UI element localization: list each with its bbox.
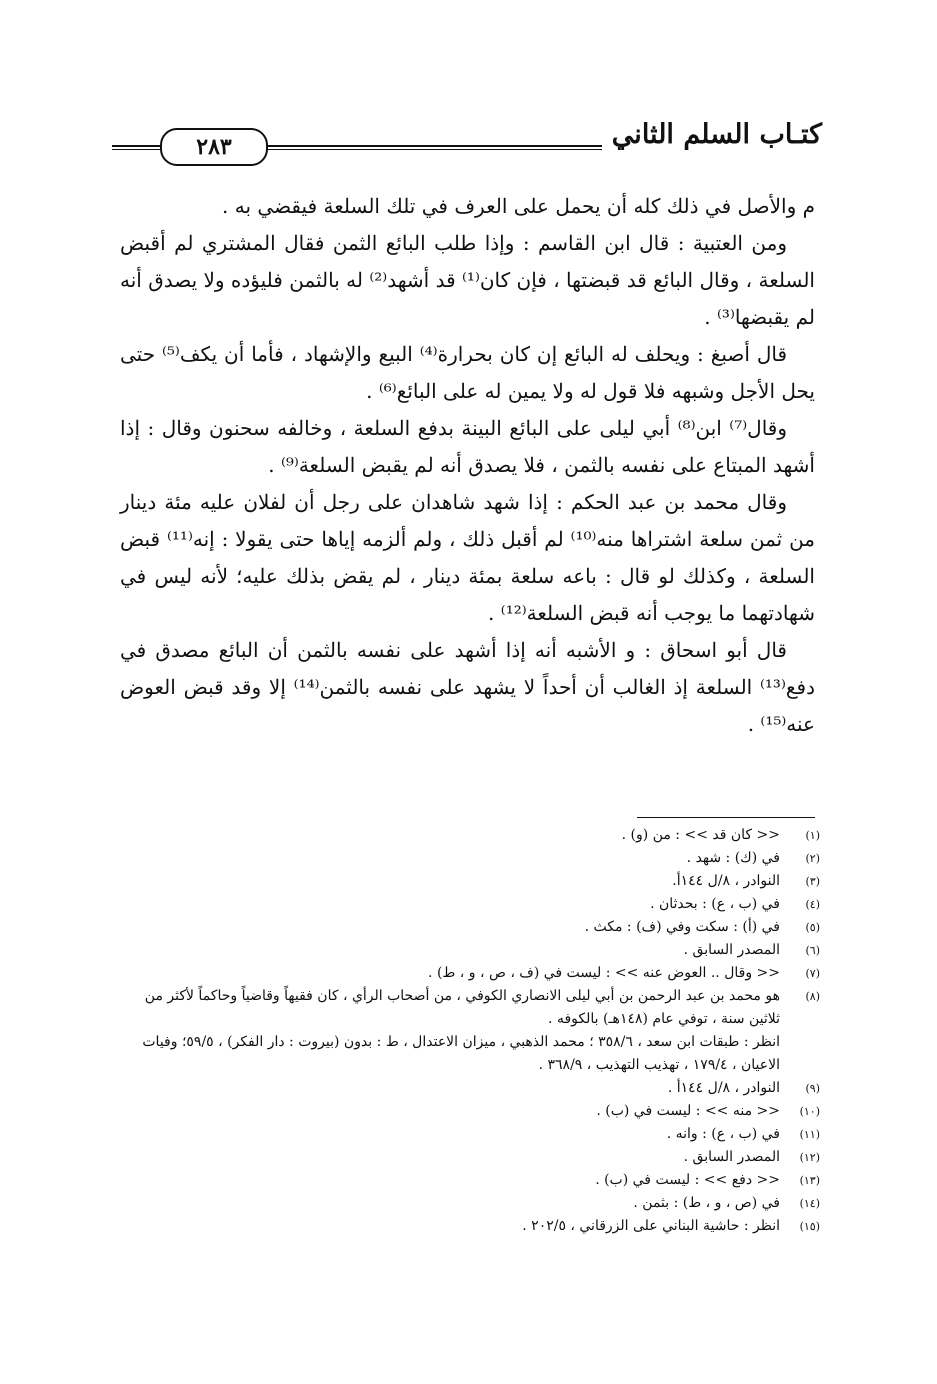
- footnote-text: في (ب ، ع) : وانه .: [666, 1126, 780, 1142]
- paragraph: م والأصل في ذلك كله أن يحمل على العرف في تلك السلعة فيقضي به .: [222, 194, 815, 218]
- footnote: [120, 847, 820, 870]
- footnote-number: (٤): [805, 898, 820, 911]
- footnote: [120, 1169, 820, 1192]
- footnote-text: في (ك) : شهد .: [686, 850, 780, 866]
- footnote-text: في (ب ، ع) : بحدثان .: [650, 896, 780, 912]
- footnote-separator: [637, 817, 815, 818]
- footnote-number: (١٣): [799, 1174, 820, 1187]
- paragraph: قال أصبغ : ويحلف له البائع إن كان بحرارة⁽⁴⁾ البيع والإشهاد ، فأما أن يكف⁽⁵⁾ حتى يحل الأجل وشبهه فلا قول له ولا يمين له على البائع⁽⁶⁾ .: [120, 342, 815, 403]
- footnote-number: (٦): [805, 944, 820, 957]
- footnote-number: (١٥): [799, 1220, 820, 1233]
- footnote: [120, 1146, 820, 1169]
- footnote-number: (٩): [805, 1082, 820, 1095]
- footnote-text: النوادر ، ٨/ل ١٤٤أ.: [672, 873, 780, 889]
- footnote-number: (١٠): [799, 1105, 820, 1118]
- footnote-text: << وقال .. العوض عنه >> : ليست في (ف ، ص ، و ، ط) .: [428, 965, 780, 981]
- footnote: [120, 1077, 820, 1100]
- paragraph: قال أبو اسحاق : و الأشبه أنه إذا أشهد على نفسه بالثمن أن البائع مصدق في دفع⁽¹³⁾ السلعة إذ الغالب أن أحداً لا يشهد على نفسه بالثمن⁽¹⁴⁾ إلا وقد قبض العوض عنه⁽¹⁵⁾ .: [120, 638, 815, 736]
- footnote-number: (٧): [805, 967, 820, 980]
- footnote-number: (١٢): [799, 1151, 820, 1164]
- paragraph: وقال⁽⁷⁾ ابن⁽⁸⁾ أبي ليلى على البائع البينة بدفع السلعة ، وخالفه سحنون وقال : إذا أشهد المبتاع على نفسه بالثمن ، فلا يصدق أنه لم يقبض السلعة⁽⁹⁾ .: [120, 416, 815, 477]
- paragraph: وقال محمد بن عبد الحكم : إذا شهد شاهدان على رجل أن لفلان عليه مئة دينار من ثمن سلعة اشتراها منه⁽¹⁰⁾ لم أقبل ذلك ، ولم ألزمه إياها حتى يقولا : إنه⁽¹¹⁾ قبض السلعة ، وكذلك لو قال : باعه سلعة بمئة دينار ، لم يقض بذلك عليه؛ لأنه ليس في شهادتهما ما يوجب أنه قبض السلعة⁽¹²⁾ .: [120, 490, 816, 625]
- footnote-text: في (أ) : سكت وفي (ف) : مكث .: [584, 919, 780, 935]
- footnote-text: << منه >> : ليست في (ب) .: [596, 1103, 780, 1119]
- footnote-number: (١١): [799, 1128, 820, 1141]
- footnote-number: (٣): [805, 875, 820, 888]
- book-title: كتـاب السلم الثاني: [602, 118, 822, 152]
- footnote-number: (٢): [805, 852, 820, 865]
- main-text: [120, 188, 815, 743]
- footnote: [120, 939, 820, 962]
- footnote-number: (٥): [805, 921, 820, 934]
- footnotes: [120, 824, 820, 1238]
- paragraph: ومن العتبية : قال ابن القاسم : وإذا طلب البائع الثمن فقال المشتري لم أقبض السلعة ، وقال البائع قد قبضتها ، فإن كان⁽¹⁾ قد أشهد⁽²⁾ له بالثمن فليؤده ولا يصدق أنه لم يقبضها⁽³⁾ .: [120, 231, 815, 329]
- footnote-text: النوادر ، ٨/ل ١٤٤أ .: [667, 1080, 780, 1096]
- footnote-text: << دفع >> : ليست في (ب) .: [595, 1172, 780, 1188]
- footnote: [120, 870, 820, 893]
- footnote-text: انظر : حاشية البناني على الزرقاني ، ٢٠٢/٥ .: [522, 1218, 780, 1234]
- footnote-number: (٨): [805, 990, 820, 1003]
- footnote-number: (١٤): [799, 1197, 820, 1210]
- footnote-text: في (ص ، و ، ط) : بثمن .: [633, 1195, 780, 1211]
- page-number: ٢٨٣: [160, 128, 268, 166]
- page-header: [112, 118, 822, 166]
- footnote: [120, 1192, 820, 1215]
- footnote-text: المصدر السابق .: [683, 1149, 780, 1165]
- footnote: [120, 824, 820, 847]
- footnote: [120, 916, 820, 939]
- footnote: [120, 1215, 820, 1238]
- footnote-number: (١): [805, 829, 820, 842]
- footnote: [120, 1100, 820, 1123]
- footnote-continuation: انظر : طبقات ابن سعد ، ٣٥٨/٦ ؛ محمد الذهبي ، ميزان الاعتدال ، ط : بدون (بيروت : دار الفكر) ، ٥٩/٥؛ وفيات الاعيان ، ١٧٩/٤ ، تهذيب التهذيب ، ٣٦٨/٩ .: [142, 1034, 780, 1073]
- footnote: [120, 985, 820, 1031]
- footnote-text: هو محمد بن عبد الرحمن بن أبي ليلى الانصاري الكوفي ، من أصحاب الرأي ، كان فقيهاً وقاضياً وحاكماً لأكثر من ثلاثين سنة ، توفي عام (١٤٨هـ) بالكوفه .: [144, 988, 780, 1027]
- footnote: [120, 893, 820, 916]
- footnote-text: المصدر السابق .: [683, 942, 780, 958]
- footnote-text: << كان قد >> : من (و) .: [621, 827, 780, 843]
- footnote: [120, 962, 820, 985]
- footnote: [120, 1123, 820, 1146]
